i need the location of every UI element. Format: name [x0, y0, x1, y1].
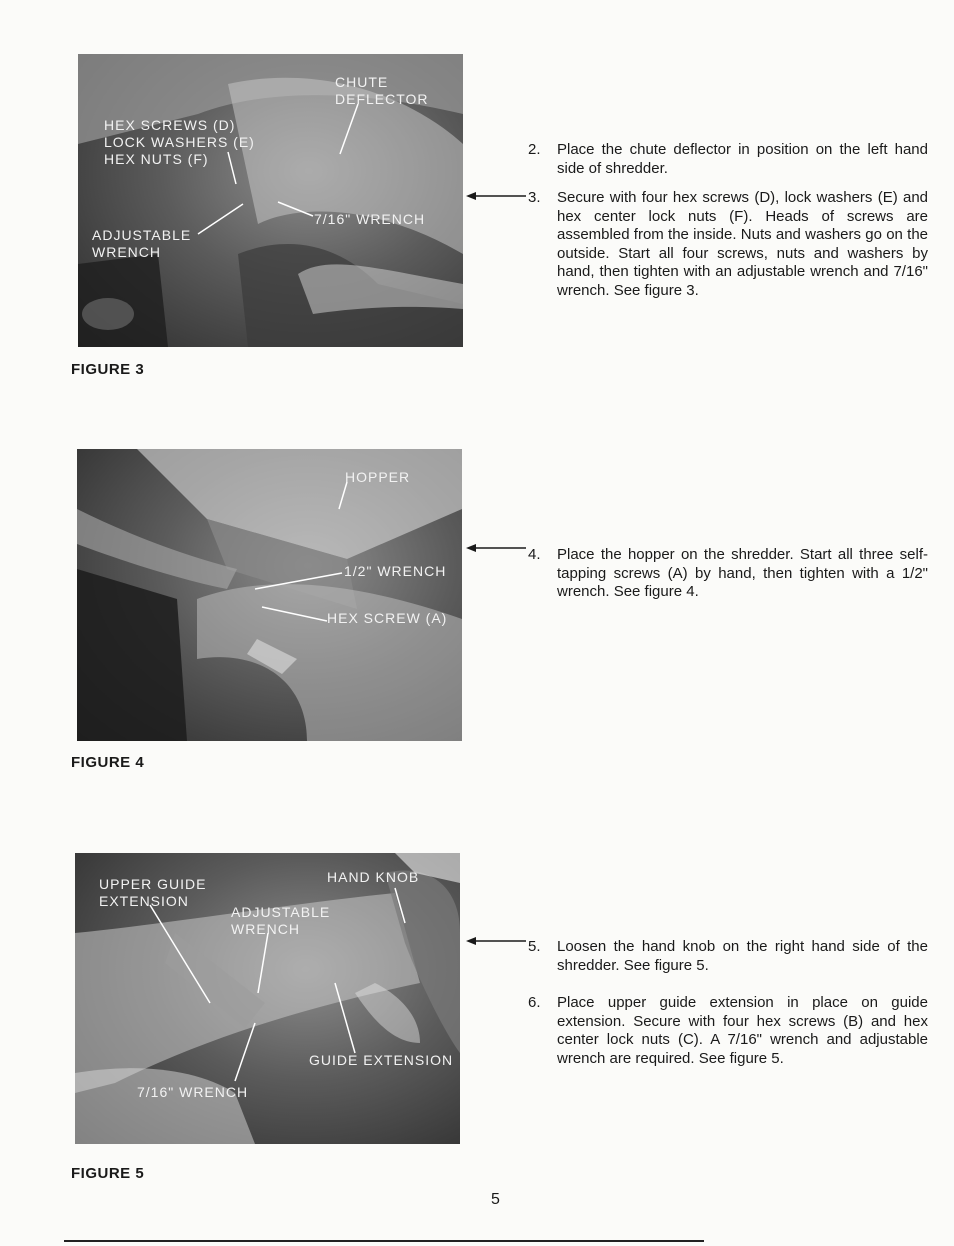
- step-text: Loosen the hand knob on the right hand side of the shredder. See figure 5.: [557, 938, 928, 974]
- callout-hex-screw-a: HEX SCREW (A): [327, 610, 448, 626]
- figure-3-caption: FIGURE 3: [71, 361, 145, 378]
- callout-716-wrench: 7/16" WRENCH: [314, 211, 426, 227]
- step-number: 4.: [528, 546, 541, 563]
- arrow-to-figure-3: [466, 190, 526, 202]
- footer-rule: [64, 1240, 704, 1242]
- callout-adjustable-wrench: ADJUSTABLE WRENCH: [231, 904, 331, 937]
- figure-4-caption: FIGURE 4: [71, 754, 145, 771]
- callout-hand-knob: HAND KNOB: [327, 869, 420, 885]
- callout-hopper: HOPPER: [345, 469, 411, 485]
- callout-hex-screws: HEX SCREWS (D) LOCK WASHERS (E) HEX NUTS (F): [104, 117, 255, 167]
- callout-guide-extension: GUIDE EXTENSION: [309, 1052, 454, 1068]
- figure-4-photo: [77, 449, 462, 741]
- figure-5-caption: FIGURE 5: [71, 1165, 145, 1182]
- step-number: 5.: [528, 938, 541, 955]
- callout-chute-deflector: CHUTE DEFLECTOR: [335, 74, 429, 107]
- figure-5-photo: [75, 853, 460, 1144]
- callout-12-wrench: 1/2" WRENCH: [344, 563, 447, 579]
- page-number: 5: [491, 1191, 500, 1208]
- arrow-to-figure-4: [466, 542, 526, 554]
- step-number: 2.: [528, 141, 541, 158]
- step-text: Place the chute deflector in position on the left hand side of shredder.: [557, 141, 928, 177]
- step-text: Place upper guide extension in place on guide extension. Secure with four hex screws (B) and hex center lock nuts (C). A 7/16" wrench and adjustable wrench are required. See figure 5.: [557, 994, 928, 1067]
- step-4: [528, 546, 928, 602]
- step-6: [528, 994, 928, 1068]
- step-text: Secure with four hex screws (D), lock washers (E) and hex center lock nuts (F). Heads of screws are assembled from the inside. Nuts and washers go on the outside. Start all four screws, nuts and washers by hand, then tighten with an adjustable wrench and 7/16" wrench. See figure 3.: [557, 189, 928, 299]
- figure-4-illustration: [77, 449, 462, 741]
- callout-adjustable-wrench: ADJUSTABLE WRENCH: [92, 227, 192, 260]
- step-5: [528, 938, 928, 975]
- callout-upper-guide-extension: UPPER GUIDE EXTENSION: [99, 876, 207, 909]
- figure-3-photo: [78, 54, 463, 347]
- step-2: [528, 141, 928, 178]
- step-number: 3.: [528, 189, 541, 206]
- step-text: Place the hopper on the shredder. Start all three self-tapping screws (A) by hand, then tighten with a 1/2" wrench. See figure 4.: [557, 546, 928, 600]
- step-number: 6.: [528, 994, 541, 1011]
- arrow-to-figure-5: [466, 935, 526, 947]
- step-3: [528, 189, 928, 300]
- callout-716-wrench: 7/16" WRENCH: [137, 1084, 249, 1100]
